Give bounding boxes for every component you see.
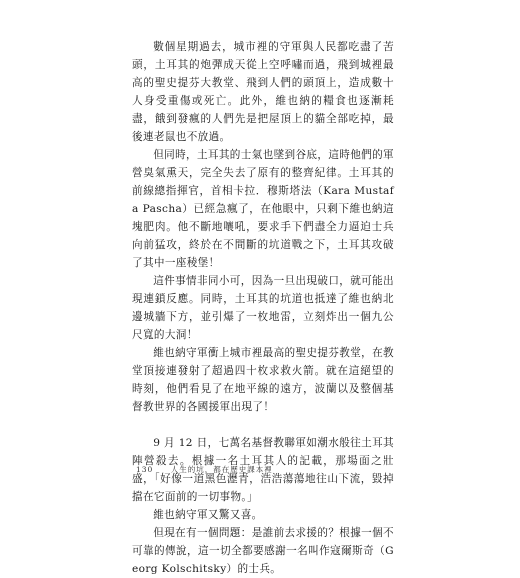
book-title: 人生的坑，都在歷史課本裡	[170, 465, 273, 474]
paragraph-1: 數個星期過去，城市裡的守軍與人民都吃盡了苦頭，土耳其的炮彈成天從上空呼嘯而過，飛到城裡最高的聖史提芬大教堂、飛到人們的頭頂上，造成數十人身受重傷或死亡。此外，維也納的糧食也逐漸耗盡，餓到發瘋的人們先是把屋頂上的貓全部吃掉，最後連老鼠也不放過。	[132, 41, 394, 143]
paragraph-5: 9 月 12 日，七萬名基督教聯軍如潮水般往土耳其陣營殺去。根據一名土耳其人的記載，那場面之壯盛，「好像一道黑色瀝青，浩浩蕩蕩地往山下流，毀掉擋在它面前的一切事物。」	[132, 437, 394, 503]
paragraph-6: 維也納守軍又驚又喜。	[153, 509, 263, 521]
page-footer	[136, 464, 273, 475]
paragraph-4: 維也納守軍衝上城市裡最高的聖史提芬教堂，在教堂頂接連發射了超過四十枚求救火箭。就在這絕望的時刻，他們看見了在地平線的遠方，波蘭以及整個基督教世界的各國援軍出現了！	[132, 347, 394, 413]
paragraph-3: 這件事情非同小可，因為一旦出現破口，就可能出現連鎖反應。同時，土耳其的坑道也抵達了維也納北邊城牆下方，並引爆了一枚地雷，立刻炸出一個九公尺寬的大洞！	[132, 275, 394, 341]
paragraph-2: 但同時，土耳其的士氣也墜到谷底，這時他們的軍營臭氣熏天，完全失去了原有的整齊紀律。土耳其的前線總指揮官，首相卡拉．穆斯塔法（Kara Mustafa Pascha）已經急瘋了，在他眼中，只剩下維也納這塊肥肉。他不斷地嚷吼，要求手下們盡全力逼迫士兵向前猛攻，終於在不間斷的坑道戰之下，土耳其攻破了其中一座稜堡！	[132, 149, 394, 269]
page-number: 130	[136, 465, 154, 474]
paragraph-7: 但現在有一個問題：是誰前去求援的？根據一個不可靠的傳說，這一切全都要感謝一名叫作寇爾斯奇（Georg Kolschitsky）的士兵。	[132, 527, 394, 575]
body-text	[132, 38, 394, 578]
